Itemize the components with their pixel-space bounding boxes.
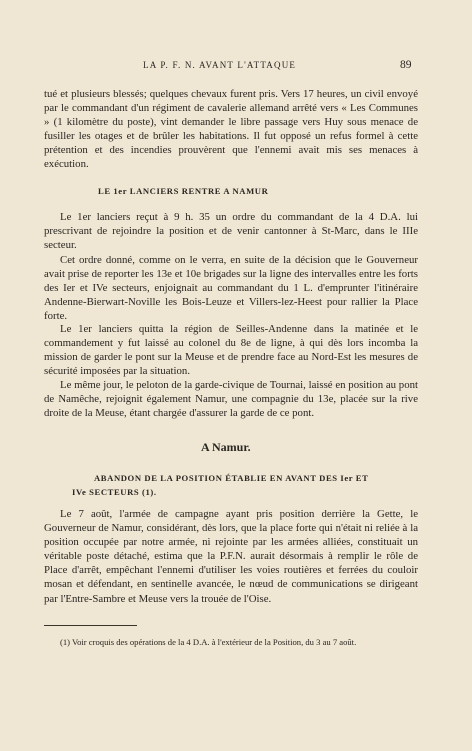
- paragraph-6: Le 7 août, l'armée de campagne ayant pris position derrière la Gette, le Gouverneur de Namur, considérant, dès lors, que la place forte qui n'était ni reliée à la position occupée par notre armée, ni rejointe par les armées alliées, constituait un véritable poste détaché, estima que la P.F.N. aurait désormais à remplir le rôle de Place d'arrêt, empêchant l'ennemi d'utiliser les voies routières et ferrées du couloir mosan et défendant, en sentinelle avancée, le nœud de communications se dirigeant par l'Entre-Sambre et Meuse vers la trouée de l'Oise.: [44, 508, 418, 605]
- page-number: 89: [400, 59, 412, 71]
- section-heading-abandon-line2: IVe SECTEURS (1).: [72, 487, 157, 497]
- heading-a-namur: A Namur.: [201, 440, 251, 454]
- running-title: LA P. F. N. AVANT L'ATTAQUE: [143, 60, 297, 70]
- paragraph-3: Cet ordre donné, comme on le verra, en suite de la décision que le Gouverneur avait prise de reporter les 13e et 10e brigades sur la ligne des intervalles entre les forts des Ier et IVe secteurs, enjoignait au commandant du 1 L. d'emprunter l'itinéraire Andenne-Bierwart-Noville les Bois-Leuze et Villers-lez-Heest pour rallier la Place forte.: [44, 254, 418, 323]
- page-header: [0, 60, 472, 76]
- footnote-divider: [44, 625, 137, 626]
- section-heading-lanciers: LE 1er LANCIERS RENTRE A NAMUR: [98, 186, 269, 196]
- footnote: (1) Voir croquis des opérations de la 4 D.A. à l'extérieur de la Position, du 3 au 7 août.: [60, 637, 357, 647]
- paragraph-5: Le même jour, le peloton de la garde-civique de Tournai, laissé en position au pont de Namêche, rejoignit également Namur, une compagnie du 13e, placée sur la rive droite de la Meuse, étant chargée d'assurer la garde de ce pont.: [44, 379, 418, 420]
- paragraph-2: Le 1er lanciers reçut à 9 h. 35 un ordre du commandant de la 4 D.A. lui prescrivant de rejoindre la position et de venir cantonner à St-Marc, dans le IIIe secteur.: [44, 211, 418, 252]
- paragraph-1: tué et plusieurs blessés; quelques chevaux furent pris. Vers 17 heures, un civil envoyé par le commandant d'un régiment de cavalerie allemand arrêté vers « Les Communes » (1 kilomètre du poste), vint demander le libre passage vers Huy sous menace de fusiller les otages et de brûler les habitations. Il fut opposé un refus formel à cette prétention et des incendies prouvèrent que l'ennemi avait mis ses menaces à exécution.: [44, 88, 418, 171]
- section-heading-abandon-line1: ABANDON DE LA POSITION ÉTABLIE EN AVANT DES Ier ET: [94, 473, 369, 483]
- paragraph-4: Le 1er lanciers quitta la région de Seilles-Andenne dans la matinée et le commandement y fut laissé au colonel du 8e de ligne, à qui dès lors incomba la mission de garder le pont sur la Meuse et de prendre face au Nord-Est les mesures de sécurité imposées par la situation.: [44, 323, 418, 378]
